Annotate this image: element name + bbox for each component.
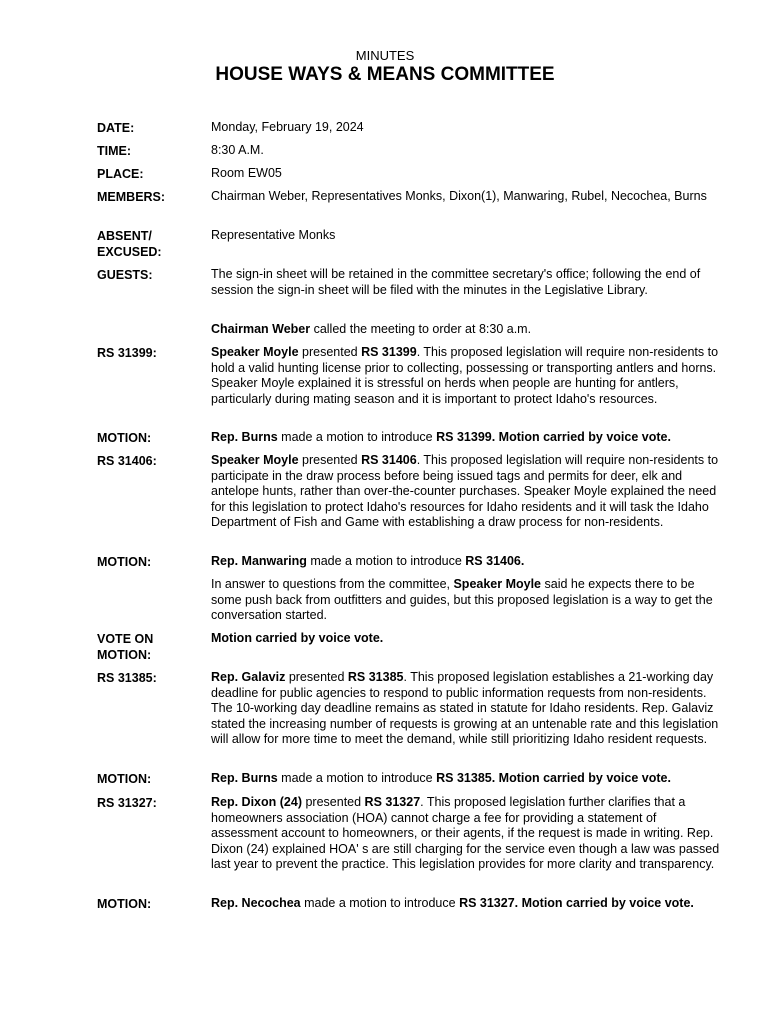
text-segment: . This proposed legislation further clarifies that a homeowners association (HOA) cannot charge a fee for providing a statement of assessment account to homeowners, or their agents, if the request is made in writing. Rep. Dixon (24) explained HOA' s are still charging for the service even though a law was passed last year to prevent the practice. This legislation provides for more clarity and transparency. [211, 795, 720, 872]
entry-label: VOTE ON MOTION: [97, 632, 154, 662]
bold-text-segment: Rep. Necochea [211, 896, 301, 910]
bold-text-segment: Chairman Weber [211, 322, 311, 336]
absent-label-line1: ABSENT/ [97, 229, 152, 243]
bold-text-segment: Motion carried by voice vote. [211, 631, 384, 645]
absent-label [97, 228, 207, 260]
rs-31385-text [211, 670, 721, 748]
guests-value: The sign-in sheet will be retained in the committee secretary's office; following the end of session the sign-in sheet will be filed with the minutes in the Legislative Library. [211, 267, 701, 297]
vote-on-motion-text [211, 631, 721, 647]
bold-text-segment: RS 31406 [361, 453, 417, 467]
motion-31399-text [211, 430, 721, 446]
text-segment: presented [298, 453, 362, 467]
text-segment: made a motion to introduce [300, 896, 460, 910]
date-label: DATE: [97, 121, 135, 135]
bold-text-segment: RS 31327 [364, 795, 421, 809]
place-label: PLACE: [97, 167, 144, 181]
members-value: Chairman Weber, Representatives Monks, Dixon(1), Manwaring, Rubel, Necochea, Burns [211, 189, 707, 203]
motion-31327-text [211, 896, 721, 912]
rs-31327-text [211, 795, 721, 873]
guests-label: GUESTS: [97, 268, 153, 282]
entry-label: RS 31385: [97, 671, 157, 685]
text-segment: In answer to questions from the committee, [211, 577, 454, 591]
members-label: MEMBERS: [97, 190, 166, 204]
minutes-heading: MINUTES [355, 48, 415, 63]
text-segment: presented [298, 345, 362, 359]
entry-label: RS 31399: [97, 346, 157, 360]
text-segment: made a motion to introduce [277, 430, 437, 444]
bold-text-segment: RS 31385. Motion carried by voice vote. [436, 771, 671, 785]
absent-label-line2: EXCUSED: [97, 245, 162, 259]
text-segment: . This proposed legislation establishes a 21-working day deadline for public agencies to respond to public information requests from non-residents. The 10-working day deadline remains as stated in statute for Idaho residents. Rep. Galaviz stated the increasing number of requests is growing at an untenable rate and this legislation will allow for more time to meet the demand, while still prioritizing Idaho resident requests. [211, 670, 719, 747]
motion-31385-text [211, 771, 721, 787]
bold-text-segment: Rep. Manwaring [211, 554, 307, 568]
entry-label: MOTION: [97, 555, 152, 569]
entry-label: MOTION: [97, 772, 152, 786]
motion-31406-text [211, 554, 721, 570]
bold-text-segment: Speaker Moyle [453, 577, 542, 591]
absent-value: Representative Monks [211, 228, 336, 242]
time-value: 8:30 A.M. [211, 143, 264, 157]
text-segment: presented [302, 795, 365, 809]
text-segment: called the meeting to order at 8:30 a.m. [310, 322, 532, 336]
entry-label: MOTION: [97, 897, 152, 911]
rs-31399-text [211, 345, 721, 407]
text-segment: said he expects there to be some push back from outfitters and guides, but this proposed legislation is a way to get the conversation started. [211, 577, 713, 623]
bold-text-segment: RS 31385 [347, 670, 404, 684]
bold-text-segment: RS 31399. Motion carried by voice vote. [436, 430, 671, 444]
call-to-order [211, 322, 721, 338]
bold-text-segment: Speaker Moyle [211, 345, 299, 359]
entry-label: RS 31327: [97, 796, 157, 810]
bold-text-segment: RS 31327. Motion carried by voice vote. [459, 896, 694, 910]
bold-text-segment: Rep. Dixon (24) [211, 795, 302, 809]
bold-text-segment: RS 31399 [361, 345, 417, 359]
bold-text-segment: Rep. Burns [211, 430, 278, 444]
committee-title: HOUSE WAYS & MEANS COMMITTEE [215, 64, 555, 85]
text-segment: presented [285, 670, 348, 684]
date-value: Monday, February 19, 2024 [211, 120, 364, 134]
bold-text-segment: RS 31406. [465, 554, 525, 568]
bold-text-segment: Rep. Galaviz [211, 670, 286, 684]
entry-label: RS 31406: [97, 454, 157, 468]
text-segment: . This proposed legislation will require non-residents to participate in the draw process before being issued tags and permits for deer, elk and antelope hunts, rather than over-the-counter purchases. Speaker Moyle explained the need for this legislation to protect Idaho's resources for Idaho residents and it will task the Idaho Department of Fish and Game with establishing a draw process for non-residents. [211, 453, 719, 530]
bold-text-segment: Speaker Moyle [211, 453, 299, 467]
committee-questions-text [211, 577, 721, 624]
text-segment: made a motion to introduce [277, 771, 437, 785]
bold-text-segment: Rep. Burns [211, 771, 278, 785]
rs-31406-text [211, 453, 721, 531]
text-segment: . This proposed legislation will require non-residents to hold a valid hunting license prior to collecting, possessing or transporting antlers and horns. Speaker Moyle explained it is stressful on herds when people are hunting for antlers, particularly during mating season and it is important to protect Idaho's resources. [211, 345, 719, 406]
time-label: TIME: [97, 144, 132, 158]
place-value: Room EW05 [211, 166, 282, 180]
text-segment: made a motion to introduce [306, 554, 466, 568]
entry-label: MOTION: [97, 431, 152, 445]
